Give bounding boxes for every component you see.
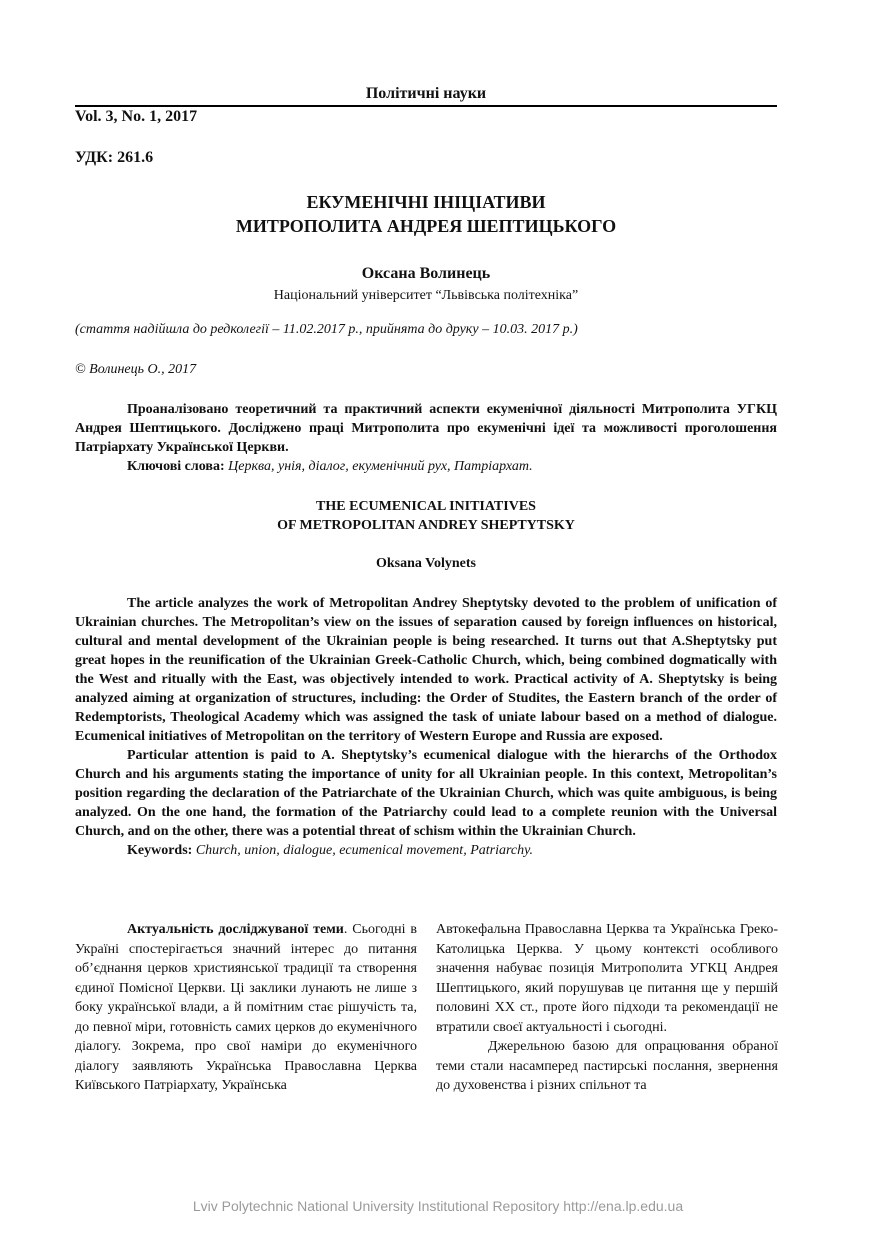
author-name-en: Oksana Volynets bbox=[376, 556, 476, 571]
body-left-paragraph bbox=[75, 920, 417, 1096]
article-title-ua bbox=[75, 190, 777, 238]
abstract-ua bbox=[75, 400, 777, 476]
keywords-ua-label: Ключові слова: bbox=[127, 459, 225, 474]
body-column-left bbox=[75, 920, 417, 1096]
author-name-ua: Оксана Волинець bbox=[361, 265, 491, 282]
abstract-ua-text: Проаналізовано теоретичний та практичний аспекти екуменічної діяльності Митрополита УГКЦ Андрея Шептицького. Досліджено праці Митрополита про екуменічні ідеї та можливості проголошення Патріархату Української Церкви. bbox=[75, 402, 777, 455]
header-divider bbox=[75, 105, 777, 107]
copyright-note: © Волинець О., 2017 bbox=[75, 362, 197, 377]
repository-footer: Lviv Polytechnic National University Institutional Repository http://ena.lp.edu.ua bbox=[192, 1198, 684, 1214]
affiliation-ua: Національний університет “Львівська політехніка” bbox=[273, 288, 579, 303]
volume-info: Vol. 3, No. 1, 2017 bbox=[75, 108, 198, 125]
abstract-en-paragraph-2: Particular attention is paid to A. Sheptytsky’s ecumenical dialogue with the hierarchs of the Orthodox Church and his arguments stating the importance of unity for all Ukrainian people. In this context, Metropolitan’s position regarding the declaration of the Patriarchate of the Ukrainian Church, which was quite ambiguous, is being analyzed. On the one hand, the formation of the Patriarchy could lead to a complete reunion with the Universal Church, and on the other, there was a potential threat of schism within the Ukrainian Church. bbox=[75, 748, 777, 839]
section-lead-heading: Актуальність досліджуваної теми bbox=[127, 922, 344, 937]
article-title-ua-line2: МИТРОПОЛИТА АНДРЕЯ ШЕПТИЦЬКОГО bbox=[235, 216, 617, 236]
journal-section-title: Політичні науки bbox=[365, 85, 487, 102]
body-left-text: . Сьогодні в Україні спостерігається значний інтерес до питання об’єднання церков християнської традиції та створення єдиної Помісної Церкви. Ці заклики лунають не лише з боку української влади, а й помітним стає рішучість та, до певної міри, готовність самих церков до екуменічного діалогу. Зокрема, про свої наміри до екуменічного діалогу заявляють Українська Православна Церква Київського Патріархату, Українська bbox=[75, 922, 418, 1093]
abstract-en bbox=[75, 594, 777, 860]
received-dates: (стаття надійшла до редколегії – 11.02.2017 р., прийнята до друку – 10.03. 2017 р.) bbox=[75, 322, 578, 337]
keywords-en-label: Keywords: bbox=[127, 843, 193, 858]
article-title-en-line1: THE ECUMENICAL INITIATIVES bbox=[316, 499, 536, 514]
udk-code: УДК: 261.6 bbox=[75, 149, 154, 166]
keywords-ua bbox=[75, 457, 777, 476]
body-column-right bbox=[436, 920, 778, 1096]
article-title-en bbox=[75, 497, 777, 535]
keywords-ua-text: Церква, унія, діалог, екуменічний рух, Патріархат. bbox=[228, 459, 533, 474]
article-title-ua-line1: ЕКУМЕНІЧНІ ІНІЦІАТИВИ bbox=[306, 192, 546, 212]
keywords-en bbox=[75, 841, 777, 860]
body-right-paragraph-1: Автокефальна Православна Церква та Українська Греко-Католицька Церква. У цьому контексті особливого значення набуває позиція Митрополита УГКЦ Андрея Шептицького, який порушував це питання ще у першій половині XX ст., проте його підходи та рекомендації не втратили своєї актуальності і сьогодні. bbox=[436, 922, 778, 1035]
article-title-en-line2: OF METROPOLITAN ANDREY SHEPTYTSKY bbox=[277, 518, 575, 533]
body-right-paragraph-2: Джерельною базою для опрацювання обраної теми стали насамперед пастирські послання, звернення до духовенства і різних спільнот та bbox=[436, 1039, 778, 1093]
abstract-en-paragraph-1: The article analyzes the work of Metropolitan Andrey Sheptytsky devoted to the problem of unification of Ukrainian churches. The Metropolitan’s view on the issues of separation caused by foreign influences on historical, cultural and mental development of the Ukrainian people is being researched. It turns out that A.Sheptytsky put great hopes in the reunification of the Ukrainian Greek-Catholic Church, which, being combined dogmatically with the West and ritually with the East, was objectively intended to work. Practical activity of A. Sheptytsky is being analyzed aiming at organization of structures, including: the Order of Studites, the Eastern branch of the order of Redemptorists, Theological Academy which was assigned the task of uniate labour based on a method of dialogue. Ecumenical initiatives of Metropolitan on the territory of Western Europe and Russia are exposed. bbox=[75, 596, 777, 744]
keywords-en-text: Church, union, dialogue, ecumenical movement, Patriarchy. bbox=[195, 843, 534, 858]
